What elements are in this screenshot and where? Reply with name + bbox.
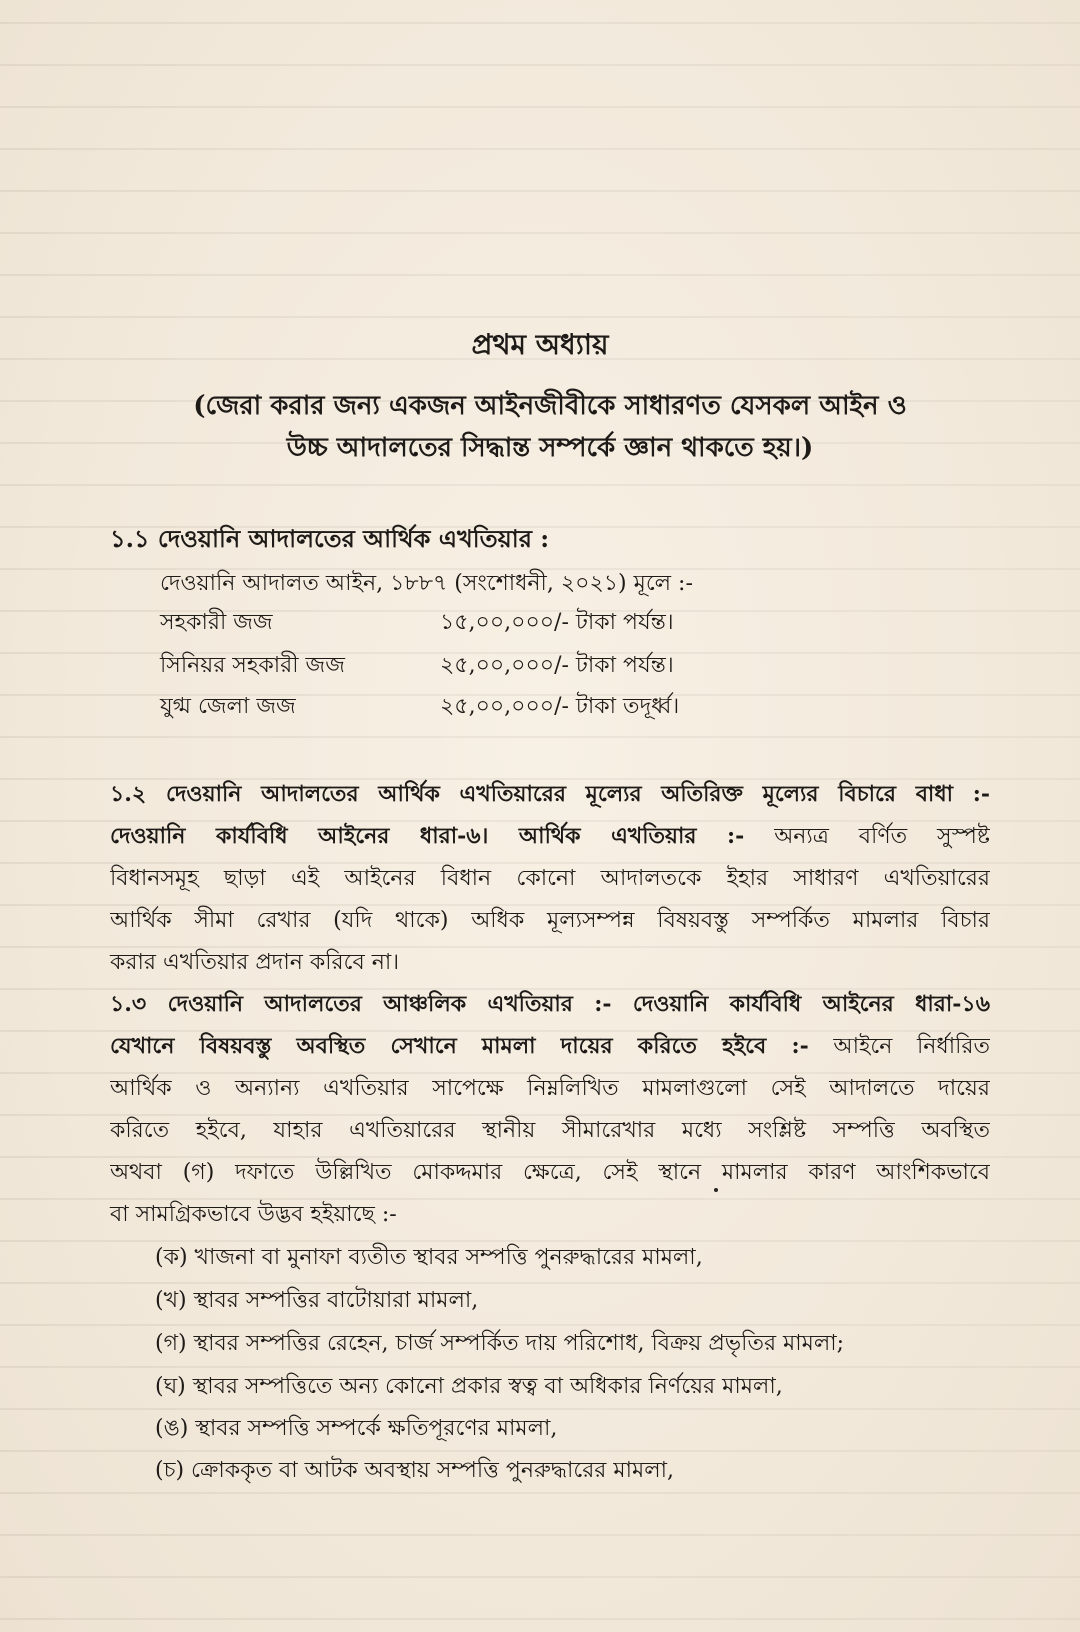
section-1-3-line-2-text: আইনে নির্ধারিত	[808, 1034, 990, 1059]
section-1-2-line-2	[110, 819, 990, 856]
section-1-2-subheading: দেওয়ানি কার্যবিধি আইনের ধারা-৬। আর্থিক এখতিয়ার :-	[110, 823, 745, 849]
list-item-gha: (ঘ) স্থাবর সম্পত্তিতে অন্য কোনো প্রকার স্বত্ব বা অধিকার নির্ণয়ের মামলা,	[155, 1374, 783, 1399]
jurisdiction-limit: ১৫,০০,০০০/- টাকা পর্যন্ত।	[440, 610, 674, 635]
section-1-1-intro: দেওয়ানি আদালত আইন, ১৮৮৭ (সংশোধনী, ২০২১) মূলে :-	[160, 571, 693, 596]
list-item-ga: (গ) স্থাবর সম্পত্তির রেহেন, চার্জ সম্পর্কিত দায় পরিশোধ, বিক্রয় প্রভৃতির মামলা;	[155, 1331, 845, 1356]
section-1-3-line-6: বা সামগ্রিকভাবে উদ্ভব হইয়াছে :-	[110, 1202, 397, 1227]
list-item-kha: (খ) স্থাবর সম্পত্তির বাটোয়ারা মামলা,	[155, 1288, 479, 1313]
section-1-2-line-4: আর্থিক সীমা রেখার (যদি থাকে) অধিক মূল্যসম্পন্ন বিষয়বস্তু সম্পর্কিত মামলার বিচার	[110, 908, 990, 933]
section-1-3-line-5: অথবা (গ) দফাতে উল্লিখিত মোকদ্দমার ক্ষেত্রে, সেই স্থানে মামলার কারণ আংশিকভাবে	[110, 1160, 990, 1185]
jurisdiction-limit: ২৫,০০,০০০/- টাকা তদূর্ধ্ব।	[440, 694, 680, 719]
section-1-3-subheading: যেখানে বিষয়বস্তু অবস্থিত সেখানে মামলা দায়ের করিতে হইবে :-	[110, 1033, 809, 1059]
list-item-umo: (ঙ) স্থাবর সম্পত্তি সম্পর্কে ক্ষতিপূরণের মামলা,	[155, 1416, 558, 1441]
chapter-subtitle-line-1: (জেরা করার জন্য একজন আইনজীবীকে সাধারণত যেসকল আইন ও	[193, 391, 907, 421]
section-1-3-line-4: করিতে হইবে, যাহার এখতিয়ারের স্থানীয় সীমারেখার মধ্যে সংশ্লিষ্ট সম্পত্তি অবস্থিত	[110, 1118, 990, 1143]
section-1-2-line-5: করার এখতিয়ার প্রদান করিবে না।	[110, 950, 400, 975]
section-1-3-heading: ১.৩ দেওয়ানি আদালতের আঞ্চলিক এখতিয়ার :- দেওয়ানি কার্যবিধি আইনের ধারা-১৬	[110, 991, 990, 1017]
jurisdiction-limit: ২৫,০০,০০০/- টাকা পর্যন্ত।	[440, 653, 674, 678]
section-1-2-line-3: বিধানসমূহ ছাড়া এই আইনের বিধান কোনো আদালতকে ইহার সাধারণ এখতিয়ারের	[110, 866, 990, 891]
section-1-2-line-2-text: অন্যত্র বর্ণিত সুস্পষ্ট	[744, 824, 990, 849]
jurisdiction-judge: সহকারী জজ	[160, 610, 273, 635]
stray-dot-mark	[714, 1188, 718, 1192]
list-item-ka: (ক) খাজনা বা মুনাফা ব্যতীত স্থাবর সম্পত্তি পুনরুদ্ধারের মামলা,	[155, 1245, 703, 1270]
list-item-cha: (চ) ক্রোককৃত বা আটক অবস্থায় সম্পত্তি পুনরুদ্ধারের মামলা,	[155, 1458, 674, 1483]
section-1-3-line-2	[110, 1029, 990, 1066]
jurisdiction-judge: সিনিয়র সহকারী জজ	[160, 653, 345, 678]
chapter-title: প্রথম অধ্যায়	[471, 328, 609, 361]
chapter-subtitle-line-2: উচ্চ আদালতের সিদ্ধান্ত সম্পর্কে জ্ঞান থাকতে হয়।)	[286, 433, 814, 463]
section-1-2-heading: ১.২ দেওয়ানি আদালতের আর্থিক এখতিয়ারের মূল্যের অতিরিক্ত মূল্যের বিচারে বাধা :-	[110, 781, 990, 807]
section-1-3-line-3: আর্থিক ও অন্যান্য এখতিয়ার সাপেক্ষে নিম্নলিখিত মামলাগুলো সেই আদালতে দায়ের	[110, 1076, 990, 1101]
jurisdiction-judge: যুগ্ম জেলা জজ	[160, 694, 296, 719]
section-1-1-heading: ১.১ দেওয়ানি আদালতের আর্থিক এখতিয়ার :	[110, 524, 550, 553]
